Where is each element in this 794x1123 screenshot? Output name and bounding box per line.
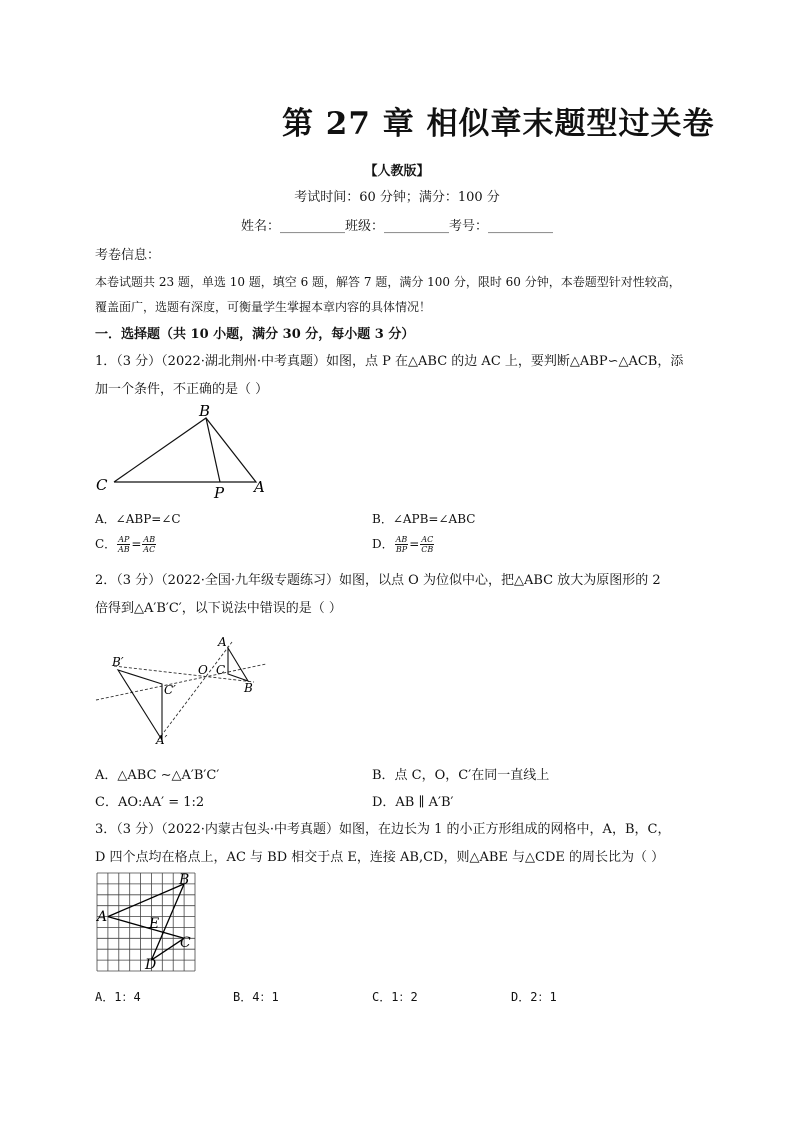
q1-triangle-figure [92, 400, 272, 502]
q1-option-c-fraction-1 [117, 535, 130, 554]
fraction-denominator: CB [421, 545, 434, 554]
fraction-numerator: AC [421, 535, 434, 544]
q3-option-d[interactable]: D．2：1 [511, 990, 557, 1004]
exam-info: 考试时间：60 分钟；满分：100 分 [294, 190, 500, 205]
q3-label-e: E [149, 916, 160, 932]
q1-option-d-prefix: D． [372, 537, 394, 551]
q1-label-c: C [96, 476, 108, 494]
q3-label-b: B [179, 872, 190, 888]
q2-label-c-prime: C′ [164, 683, 176, 697]
q3-option-a[interactable]: A．1：4 [95, 990, 141, 1004]
q1-option-c-prefix: C． [95, 537, 117, 551]
fraction-denominator: AB [117, 545, 130, 554]
q3-grid-figure [92, 868, 204, 980]
q3-option-c[interactable]: C．1：2 [372, 990, 418, 1004]
q2-option-b[interactable]: B．点 C，O，C′在同一直线上 [372, 768, 550, 783]
q1-option-a[interactable]: A．∠ABP=∠C [95, 512, 181, 526]
q2-triangle-large [118, 670, 162, 740]
q3-segments [108, 884, 184, 960]
name-line: 姓名：__________班级：__________考号：__________ [240, 219, 553, 234]
q2-label-a: A [218, 635, 227, 649]
q2-label-b: B [244, 681, 253, 695]
q2-stem-line-2: 倍得到△A′B′C′，以下说法中错误的是（ ） [95, 601, 342, 616]
q2-label-c: C [216, 663, 226, 677]
q2-option-a[interactable]: A．△ABC ∼△A′B′C′ [95, 768, 220, 783]
q2-triangle-small [228, 648, 248, 681]
fraction-numerator: AP [118, 535, 130, 544]
q1-option-d-fraction-1 [395, 535, 409, 554]
q3-option-b[interactable]: B．4：1 [233, 990, 279, 1004]
q1-option-c-fraction-2 [142, 535, 156, 554]
q3-label-c: C [180, 935, 191, 951]
q1-option-d-fraction-2 [420, 535, 434, 554]
q2-label-o: O [198, 663, 208, 677]
q2-option-c[interactable]: C．AO:AA′ = 1:2 [95, 795, 205, 810]
edition-label: 【人教版】 [364, 164, 430, 179]
section-heading: 一．选择题（共 10 小题，满分 30 分，每小题 3 分） [95, 327, 415, 342]
q1-option-d[interactable] [372, 535, 435, 554]
fraction-numerator: AB [395, 535, 408, 544]
equals-sign: = [409, 537, 420, 551]
q1-stem-line-1: 1．（3 分）（2022·湖北荆州·中考真题）如图，点 P 在△ABC 的边 AC 上，要判断△ABP∽△ACB，添 [95, 354, 684, 369]
info-label: 考卷信息： [95, 248, 161, 263]
q1-option-b[interactable]: B．∠APB=∠ABC [372, 512, 476, 526]
q3-label-d: D [145, 957, 157, 973]
page-title: 第 27 章 相似章末题型过关卷 [282, 106, 715, 142]
q2-homothety-figure [92, 628, 272, 750]
equals-sign: = [131, 537, 142, 551]
q2-label-b-prime: B′ [112, 655, 124, 669]
q3-stem-line-1: 3．（3 分）（2022·内蒙古包头·中考真题）如图，在边长为 1 的小正方形组成的网格中，A，B，C， [95, 822, 671, 837]
q2-option-d[interactable]: D．AB ∥ A′B′ [372, 795, 454, 810]
q1-triangle-abc [114, 418, 256, 482]
q2-label-a-prime: A′ [156, 733, 168, 747]
fraction-denominator: BP [395, 545, 408, 554]
info-line-1: 本卷试题共 23 题，单选 10 题，填空 6 题，解答 7 题，满分 100 分，限时 60 分钟，本卷题型针对性较高， [95, 275, 681, 289]
info-line-2: 覆盖面广，选题有深度，可衡量学生掌握本章内容的具体情况！ [95, 300, 432, 314]
fraction-denominator: AC [143, 545, 156, 554]
q3-stem-line-2: D 四个点均在格点上，AC 与 BD 相交于点 E，连接 AB,CD，则△ABE 与△CDE 的周长比为（ ） [95, 850, 665, 865]
q3-label-a: A [97, 909, 108, 925]
q2-dashed-line-2 [114, 666, 254, 682]
q1-option-c[interactable] [95, 535, 157, 554]
q1-label-p: P [214, 484, 225, 502]
q2-stem-line-1: 2．（3 分）（2022·全国·九年级专题练习）如图，以点 O 为位似中心，把△ABC 放大为原图形的 2 [95, 573, 661, 588]
fraction-numerator: AB [143, 535, 156, 544]
q1-stem-line-2: 加一个条件，不正确的是（ ） [95, 382, 269, 397]
q1-label-b: B [199, 402, 211, 420]
q1-label-a: A [254, 478, 265, 496]
